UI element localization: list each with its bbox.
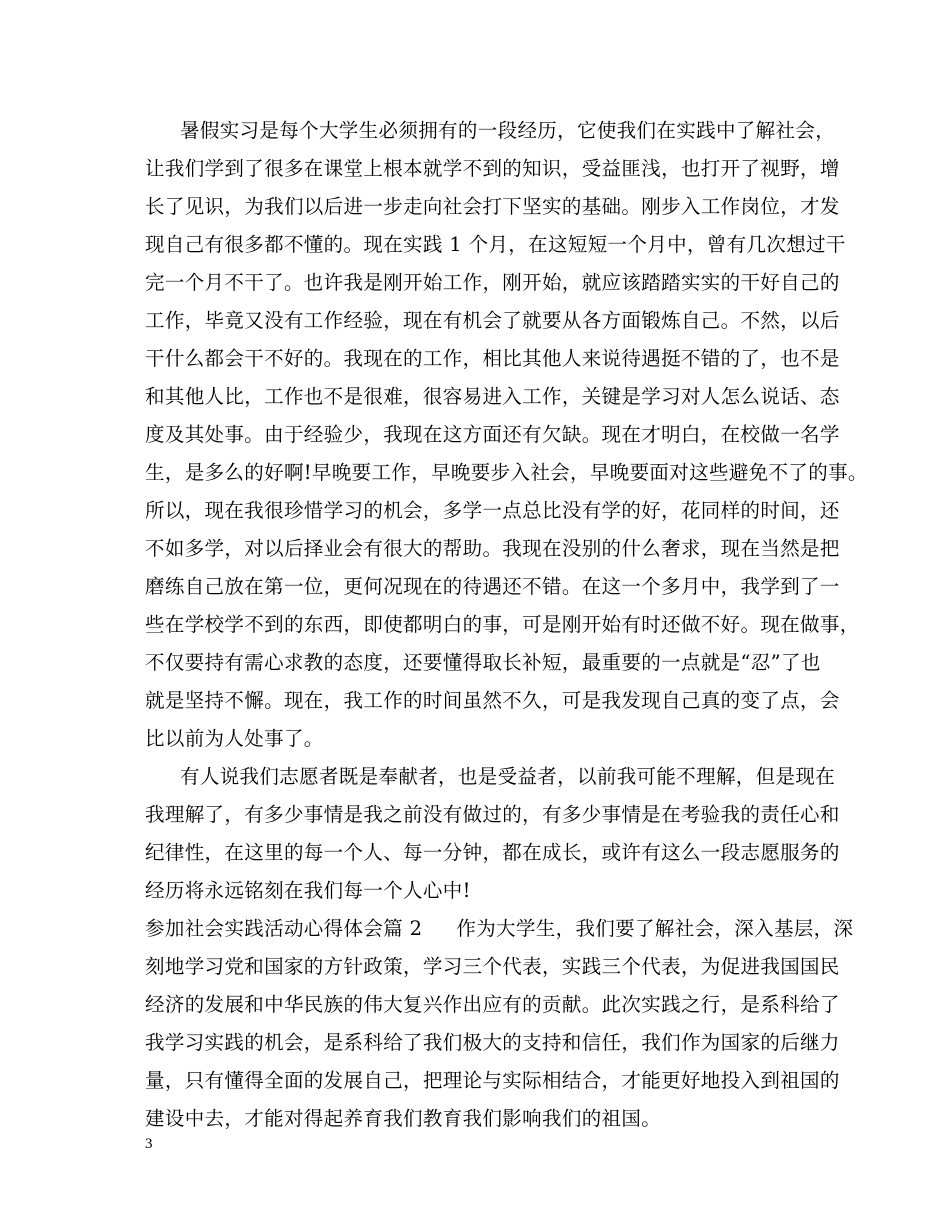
text-line: 让我们学到了很多在课堂上根本就学不到的知识，受益匪浅，也打开了视野，增 [145, 157, 840, 180]
text-line: 所以，现在我很珍惜学习的机会，多学一点总比没有学的好，花同样的时间，还 [145, 499, 840, 522]
text-line: 比以前为人处事了。 [145, 727, 324, 750]
text-line: 干什么都会干不好的。我现在的工作，相比其他人来说待遇挺不错的了，也不是 [145, 347, 840, 370]
section-heading: 参加社会实践活动心得体会篇 2 [145, 917, 423, 940]
text-line: 和其他人比，工作也不是很难，很容易进入工作，关键是学习对人怎么说话、态 [145, 385, 840, 408]
text-line [145, 910, 854, 948]
text-line: 不仅要持有需心求教的态度，还要懂得取长补短，最重要的一点就是“忍”了也 [145, 651, 821, 674]
text-line: 长了见识，为我们以后进一步走向社会打下坚实的基础。刚步入工作岗位，才发 [145, 195, 840, 218]
text-line: 完一个月不干了。也许我是刚开始工作，刚开始，就应该踏踏实实的干好自己的 [145, 271, 840, 294]
text-line: 纪律性，在这里的每一个人、每一分钟，都在成长，或许有这么一段志愿服务的 [145, 841, 840, 864]
body-text [145, 112, 868, 1138]
text-line: 建设中去，才能对得起养育我们教育我们影响我们的祖国。 [145, 1107, 662, 1130]
paragraph-internship [145, 112, 868, 758]
text-line: 度及其处事。由于经验少，我现在这方面还有欠缺。现在才明白，在校做一名学 [145, 423, 840, 446]
text-line: 现自己有很多都不懂的。现在实践 1 个月，在这短短一个月中，曾有几次想过干 [145, 233, 846, 256]
paragraph-section-2 [145, 910, 854, 1138]
page-number: 3 [145, 1136, 153, 1152]
text-line: 有人说我们志愿者既是奉献者，也是受益者，以前我可能不理解，但是现在 [180, 765, 836, 788]
text-line: 暑假实习是每个大学生必须拥有的一段经历，它使我们在实践中了解社会， [180, 119, 836, 142]
text-line: 工作，毕竟又没有工作经验，现在有机会了就要从各方面锻炼自己。不然，以后 [145, 309, 840, 332]
text-line: 不如多学，对以后择业会有很大的帮助。我现在没别的什么奢求，现在当然是把 [145, 537, 840, 560]
text-line: 就是坚持不懈。现在，我工作的时间虽然不久，可是我发现自己真的变了点，会 [145, 689, 840, 712]
text-line: 我学习实践的机会，是系科给了我们极大的支持和信任，我们作为国家的后继力 [145, 1031, 840, 1054]
paragraph-volunteer [145, 758, 840, 910]
text-line: 刻地学习党和国家的方针政策，学习三个代表，实践三个代表，为促进我国国民 [145, 955, 840, 978]
text-line: 些在学校学不到的东西，即使都明白的事，可是刚开始有时还做不好。现在做事， [145, 613, 860, 636]
text-line: 磨练自己放在第一位，更何况现在的待遇还不错。在这一个多月中，我学到了一 [145, 575, 840, 598]
text-line: 经历将永远铭刻在我们每一个人心中! [145, 879, 471, 902]
section-first-line: 作为大学生，我们要了解社会，深入基层，深 [456, 917, 854, 940]
text-line: 量，只有懂得全面的发展自己，把理论与实际相结合，才能更好地投入到祖国的 [145, 1069, 840, 1092]
text-line: 生，是多么的好啊!早晚要工作，早晚要步入社会，早晚要面对这些避免不了的事。 [145, 461, 868, 484]
text-line: 我理解了，有多少事情是我之前没有做过的，有多少事情是在考验我的责任心和 [145, 803, 840, 826]
text-line: 经济的发展和中华民族的伟大复兴作出应有的贡献。此次实践之行，是系科给了 [145, 993, 840, 1016]
